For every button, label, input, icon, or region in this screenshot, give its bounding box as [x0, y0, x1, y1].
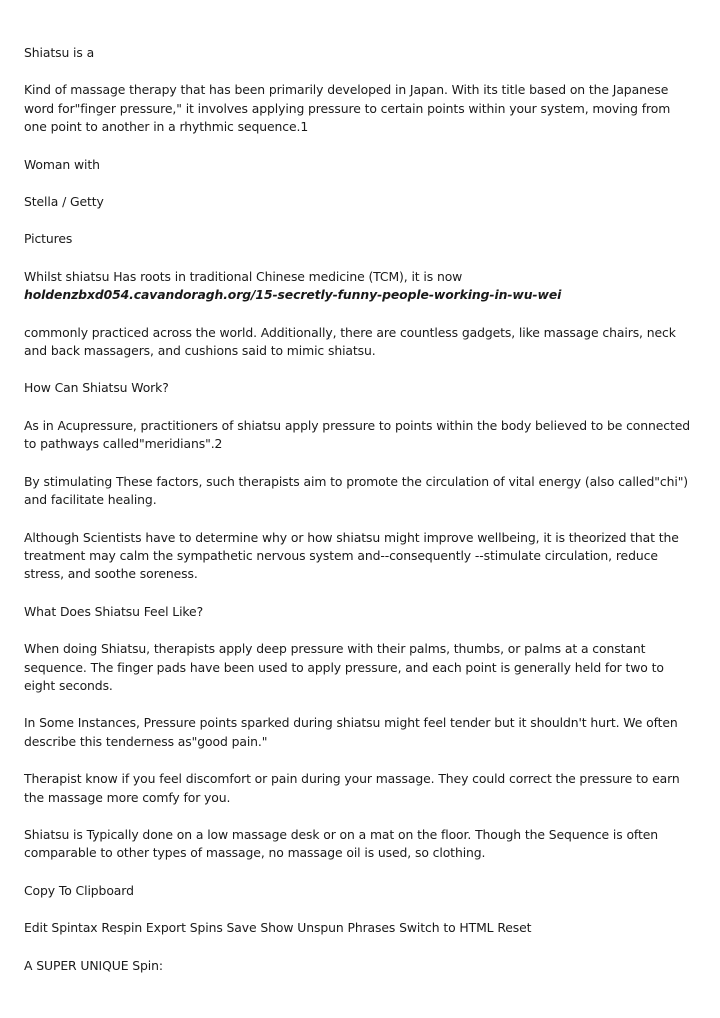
paragraph-definition: Kind of massage therapy that has been primarily developed in Japan. With its title based on the Japanese word for"finger pressure," it involves applying pressure to certain points within your system, moving from one point to another in a rhythmic sequence.1 — [24, 82, 671, 135]
heading-how-it-works: How Can Shiatsu Work? — [24, 380, 169, 396]
paragraph-roots-text: Whilst shiatsu Has roots in traditional Chinese medicine (TCM), it is now — [24, 268, 463, 284]
paragraph-discomfort: Therapist know if you feel discomfort or pain during your massage. They could correct the pressure to earn the massage more comfy for you. — [24, 771, 680, 805]
document-body — [24, 44, 696, 994]
paragraph-roots — [24, 268, 696, 305]
heading-feel-like: What Does Shiatsu Feel Like? — [24, 603, 204, 619]
spin-toolbar-text: Edit Spintax Respin Export Spins Save Show Unspun Phrases Switch to HTML Reset — [24, 920, 532, 936]
image-caption-line-1: Woman with — [24, 156, 100, 172]
paragraph-tenderness: In Some Instances, Pressure points sparked during shiatsu might feel tender but it shouldn't hurt. We often describe this tenderness as"good pain." — [24, 715, 678, 749]
paragraph-intro: Shiatsu is a — [24, 45, 95, 60]
paragraph-practice: commonly practiced across the world. Additionally, there are countless gadgets, like massage chairs, neck and back massagers, and cushions said to mimic shiatsu. — [24, 324, 676, 359]
paragraph-theory: Although Scientists have to determine why or how shiatsu might improve wellbeing, it is theorized that the treatment may calm the sympathetic nervous system and--consequently --stimulate circulation, reduce stress, and soothe soreness. — [24, 529, 679, 582]
image-caption-line-3: Pictures — [24, 231, 73, 247]
paragraph-setting: Shiatsu is Typically done on a low massage desk or on a mat on the floor. Though the Sequence is often comparable to other types of massage, no massage oil is used, so clothing. — [24, 826, 659, 861]
copy-to-clipboard-text: Copy To Clipboard — [24, 882, 134, 898]
paragraph-acupressure: As in Acupressure, practitioners of shiatsu apply pressure to points within the body believed to be connected to pathways called"meridians".2 — [24, 417, 691, 452]
paragraph-technique: When doing Shiatsu, therapists apply deep pressure with their palms, thumbs, or palms at a constant sequence. The finger pads have been used to apply pressure, and each point is generally held for two to eight seconds. — [24, 641, 664, 693]
inline-link[interactable]: holdenzbxd054.cavandoragh.org/15-secretly-funny-people-working-in-wu-wei — [24, 287, 562, 303]
paragraph-stimulating: By stimulating These factors, such therapists aim to promote the circulation of vital energy (also called"chi") and facilitate healing. — [24, 473, 689, 508]
image-caption-line-2: Stella / Getty — [24, 194, 104, 210]
super-unique-spin-label: A SUPER UNIQUE Spin: — [24, 957, 163, 973]
